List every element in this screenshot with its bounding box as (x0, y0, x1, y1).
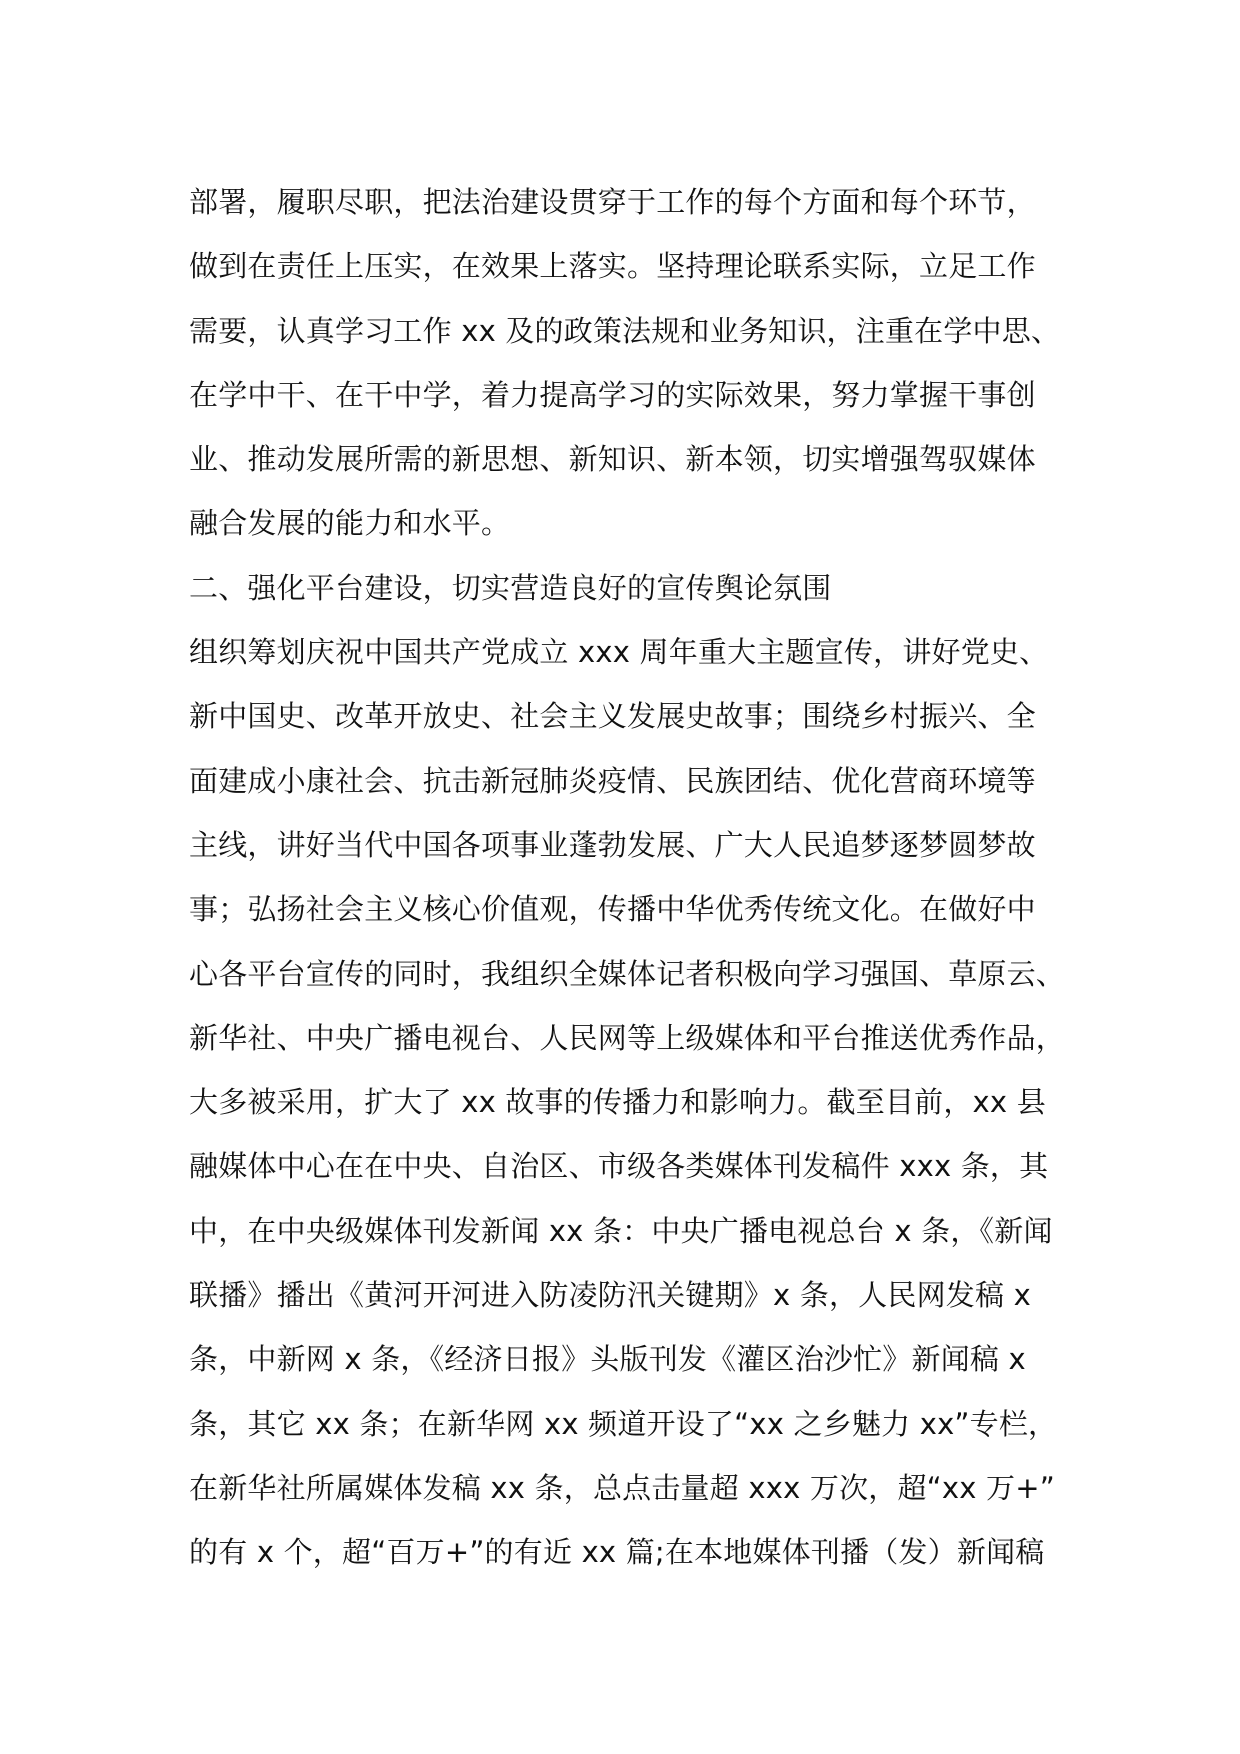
text-line: 融媒体中心在在中央、自治区、市级各类媒体刊发稿件 xxx 条，其 (189, 1149, 1049, 1184)
text-line: 的有 x 个，超“百万+”的有近 xx 篇;在本地媒体刊播（发）新闻稿 (189, 1535, 1045, 1570)
text-line: 主线，讲好当代中国各项事业蓬勃发展、广大人民追梦逐梦圆梦故 (189, 827, 1036, 862)
text-line: 事；弘扬社会主义核心价值观，传播中华优秀传统文化。在做好中 (189, 892, 1036, 927)
text-line: 新华社、中央广播电视台、人民网等上级媒体和平台推送优秀作品， (189, 1020, 1066, 1055)
text-line: 条，中新网 x 条，《经济日报》头版刊发《灌区治沙忙》新闻稿 x (189, 1342, 1026, 1377)
text-line: 中，在中央级媒体刊发新闻 xx 条：中央广播电视总台 x 条，《新闻 (189, 1213, 1053, 1248)
text-line: 心各平台宣传的同时，我组织全媒体记者积极向学习强国、草原云、 (189, 956, 1066, 991)
text-line: 联播》播出《黄河开河进入防凌防汛关键期》x 条，人民网发稿 x (189, 1278, 1031, 1313)
text-line: 需要，认真学习工作 xx 及的政策法规和业务知识，注重在学中思、 (189, 313, 1061, 348)
text-line: 新中国史、改革开放史、社会主义发展史故事；围绕乡村振兴、全 (189, 699, 1036, 734)
text-line: 在学中干、在干中学，着力提高学习的实际效果，努力掌握干事创 (189, 377, 1036, 412)
section-heading: 二、强化平台建设，切实营造良好的宣传舆论氛围 (189, 570, 832, 605)
text-line: 面建成小康社会、抗击新冠肺炎疫情、民族团结、优化营商环境等 (189, 763, 1036, 798)
body-text (189, 170, 1089, 1585)
text-line: 条，其它 xx 条；在新华网 xx 频道开设了“xx 之乡魅力 xx”专栏， (189, 1406, 1058, 1441)
text-line: 组织筹划庆祝中国共产党成立 xxx 周年重大主题宣传，讲好党史、 (189, 635, 1049, 670)
text-line: 做到在责任上压实，在效果上落实。坚持理论联系实际，立足工作 (189, 249, 1036, 284)
text-line: 部署，履职尽职，把法治建设贯穿于工作的每个方面和每个环节， (189, 185, 1036, 219)
text-line: 大多被采用，扩大了 xx 故事的传播力和影响力。截至目前，xx 县 (189, 1085, 1046, 1120)
text-line: 业、推动发展所需的新思想、新知识、新本领，切实增强驾驭媒体 (189, 442, 1036, 477)
text-line: 融合发展的能力和水平。 (189, 506, 511, 541)
text-line: 在新华社所属媒体发稿 xx 条，总点击量超 xxx 万次，超“xx 万+” (189, 1470, 1055, 1505)
